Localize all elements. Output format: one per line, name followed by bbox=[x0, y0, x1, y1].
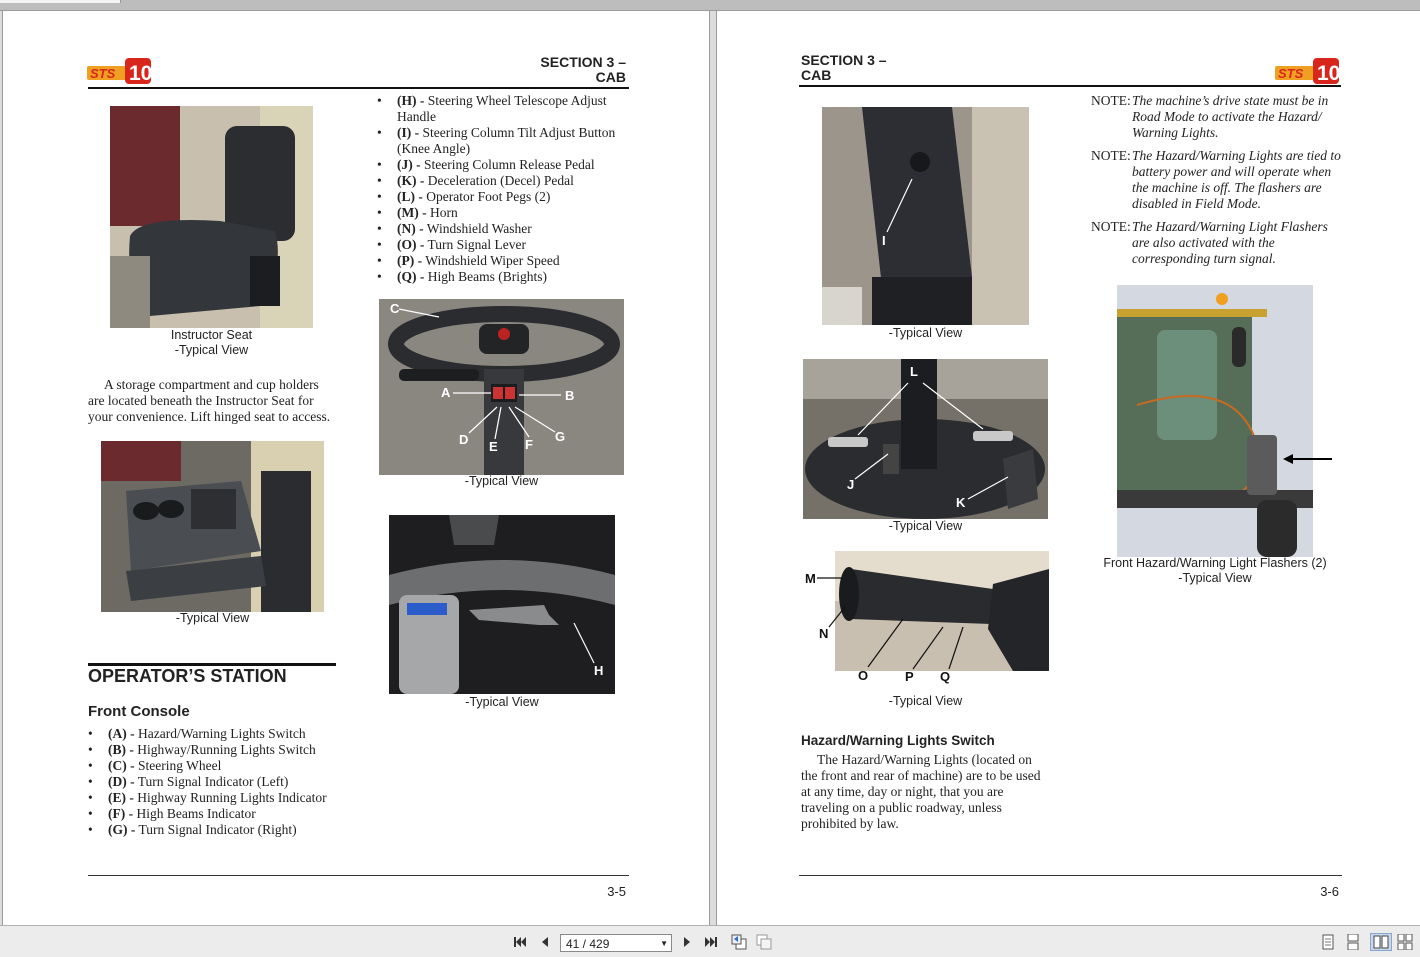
turn-signal-lever-photo bbox=[803, 549, 1063, 689]
page-number-select[interactable] bbox=[560, 934, 672, 952]
list-item: • (E) - Highway Running Lights Indicator bbox=[88, 790, 358, 806]
back-view-icon[interactable] bbox=[731, 934, 747, 950]
sts10-logo bbox=[1275, 57, 1341, 85]
caption-telescope-handle: -Typical View bbox=[465, 695, 539, 709]
svg-text:STS: STS bbox=[90, 66, 116, 81]
callout-b: B bbox=[565, 388, 575, 403]
list-item: • (O) - Turn Signal Lever bbox=[377, 237, 629, 253]
list-item: • (Q) - High Beams (Brights) bbox=[377, 269, 629, 285]
hazard-flashers-illustration bbox=[1117, 285, 1333, 557]
foot-pedals-photo bbox=[803, 359, 1048, 519]
footer-rule bbox=[88, 875, 629, 876]
page-right bbox=[716, 10, 1420, 926]
list-item: • (F) - High Beams Indicator bbox=[88, 806, 358, 822]
callout-c: C bbox=[390, 301, 400, 316]
operators-station-heading: OPERATOR’S STATION bbox=[88, 666, 287, 686]
note-battery-power: NOTE: The Hazard/Warning Lights are tied to battery power and will operate when the machine is off. The flashers are disabled in Field Mode. bbox=[1091, 148, 1341, 211]
front-console-list bbox=[88, 726, 358, 838]
storage-compartment-photo bbox=[101, 441, 324, 612]
next-page-icon[interactable] bbox=[679, 934, 695, 950]
page-number: 3-6 bbox=[1320, 884, 1339, 899]
list-item: • (I) - Steering Column Tilt Adjust Button (Knee Angle) bbox=[377, 125, 629, 157]
header-rule bbox=[799, 85, 1341, 87]
list-item: • (D) - Turn Signal Indicator (Left) bbox=[88, 774, 358, 790]
header-rule bbox=[88, 87, 629, 89]
list-item: • (B) - Highway/Running Lights Switch bbox=[88, 742, 358, 758]
storage-paragraph: A storage compartment and cup holders are located beneath the Instructor Seat for your convenience. Lift hinged seat to access. bbox=[88, 377, 331, 424]
callout-p: P bbox=[905, 669, 914, 684]
section-subtitle: CAB bbox=[595, 69, 626, 85]
chevron-down-icon: ▼ bbox=[660, 939, 668, 948]
two-page-icon[interactable] bbox=[1370, 933, 1392, 951]
list-item: • (J) - Steering Column Release Pedal bbox=[377, 157, 629, 173]
steering-wheel-photo bbox=[379, 299, 624, 475]
first-page-icon[interactable] bbox=[512, 934, 528, 950]
telescope-handle-photo bbox=[389, 515, 615, 694]
front-console-heading: Front Console bbox=[88, 703, 190, 720]
list-item: • (N) - Windshield Washer bbox=[377, 221, 629, 237]
list-item: • (P) - Windshield Wiper Speed bbox=[377, 253, 629, 269]
footer-rule bbox=[799, 875, 1342, 876]
list-item: • (G) - Turn Signal Indicator (Right) bbox=[88, 822, 358, 838]
single-page-icon[interactable] bbox=[1320, 934, 1336, 950]
callout-q: Q bbox=[940, 669, 951, 684]
viewer-tab[interactable] bbox=[0, 0, 121, 3]
callout-a: A bbox=[441, 385, 451, 400]
callout-n: N bbox=[819, 626, 829, 641]
callout-d: D bbox=[459, 432, 469, 447]
list-item: • (K) - Deceleration (Decel) Pedal bbox=[377, 173, 629, 189]
callout-i: I bbox=[882, 233, 886, 248]
last-page-icon[interactable] bbox=[703, 934, 719, 950]
list-item: • (A) - Hazard/Warning Lights Switch bbox=[88, 726, 358, 742]
caption-steering-wheel: -Typical View bbox=[464, 474, 539, 488]
viewer-toolbar bbox=[0, 925, 1420, 957]
two-page-continuous-icon[interactable] bbox=[1397, 934, 1413, 950]
forward-view-icon[interactable] bbox=[756, 934, 772, 950]
svg-text:10: 10 bbox=[129, 62, 153, 85]
note-turn-signal: NOTE: The Hazard/Warning Light Flashers are also activated with the corresponding turn signal. bbox=[1091, 219, 1328, 266]
caption-turn-signal-lever: -Typical View bbox=[888, 694, 963, 708]
callout-k: K bbox=[956, 495, 966, 510]
section-title: SECTION 3 – bbox=[540, 54, 626, 70]
caption-instructor-seat: Instructor Seat bbox=[170, 328, 253, 342]
continuous-icon[interactable] bbox=[1345, 934, 1361, 950]
list-item: • (H) - Steering Wheel Telescope Adjust Handle bbox=[377, 93, 629, 125]
note-drive-state: NOTE: The machine’s drive state must be in Road Mode to activate the Hazard/ Warning Lights. bbox=[1091, 93, 1329, 140]
instructor-seat-photo bbox=[110, 106, 313, 328]
callout-e: E bbox=[489, 439, 498, 454]
section-subtitle: CAB bbox=[801, 67, 832, 83]
svg-text:STS: STS bbox=[1278, 66, 1304, 81]
caption-foot-pedals: -Typical View bbox=[888, 519, 963, 533]
callout-j: J bbox=[847, 477, 855, 492]
callout-m: M bbox=[805, 571, 816, 586]
page-number: 3-5 bbox=[607, 884, 626, 899]
caption-steering-column: -Typical View bbox=[888, 326, 963, 340]
section-title: SECTION 3 – bbox=[801, 52, 887, 68]
list-item: • (M) - Horn bbox=[377, 205, 629, 221]
steering-column-photo bbox=[822, 107, 1029, 325]
caption-instructor-seat-view: -Typical View bbox=[174, 343, 249, 357]
caption-flashers-view: -Typical View bbox=[1178, 571, 1252, 585]
steering-controls-list bbox=[377, 93, 629, 285]
sts10-logo bbox=[87, 57, 153, 85]
previous-page-icon[interactable] bbox=[537, 934, 553, 950]
list-item: • (L) - Operator Foot Pegs (2) bbox=[377, 189, 629, 205]
list-item: • (C) - Steering Wheel bbox=[88, 758, 358, 774]
callout-f: F bbox=[525, 437, 533, 452]
svg-text:10: 10 bbox=[1317, 62, 1341, 85]
caption-storage: -Typical View bbox=[175, 611, 250, 625]
callout-l: L bbox=[910, 364, 918, 379]
page-indicator-text: 41 / 429 bbox=[566, 937, 610, 951]
hazard-paragraph: The Hazard/Warning Lights (located on the front and rear of machine) are to be used at any time, day or night, that you are traveling on a public roadway, unless prohibited by law. bbox=[801, 752, 1041, 831]
callout-o: O bbox=[858, 668, 869, 683]
callout-h: H bbox=[594, 663, 604, 678]
caption-flashers: Front Hazard/Warning Light Flashers (2) bbox=[1103, 556, 1327, 570]
callout-g: G bbox=[555, 429, 566, 444]
hazard-switch-heading: Hazard/Warning Lights Switch bbox=[801, 733, 995, 748]
page-left bbox=[2, 10, 710, 926]
